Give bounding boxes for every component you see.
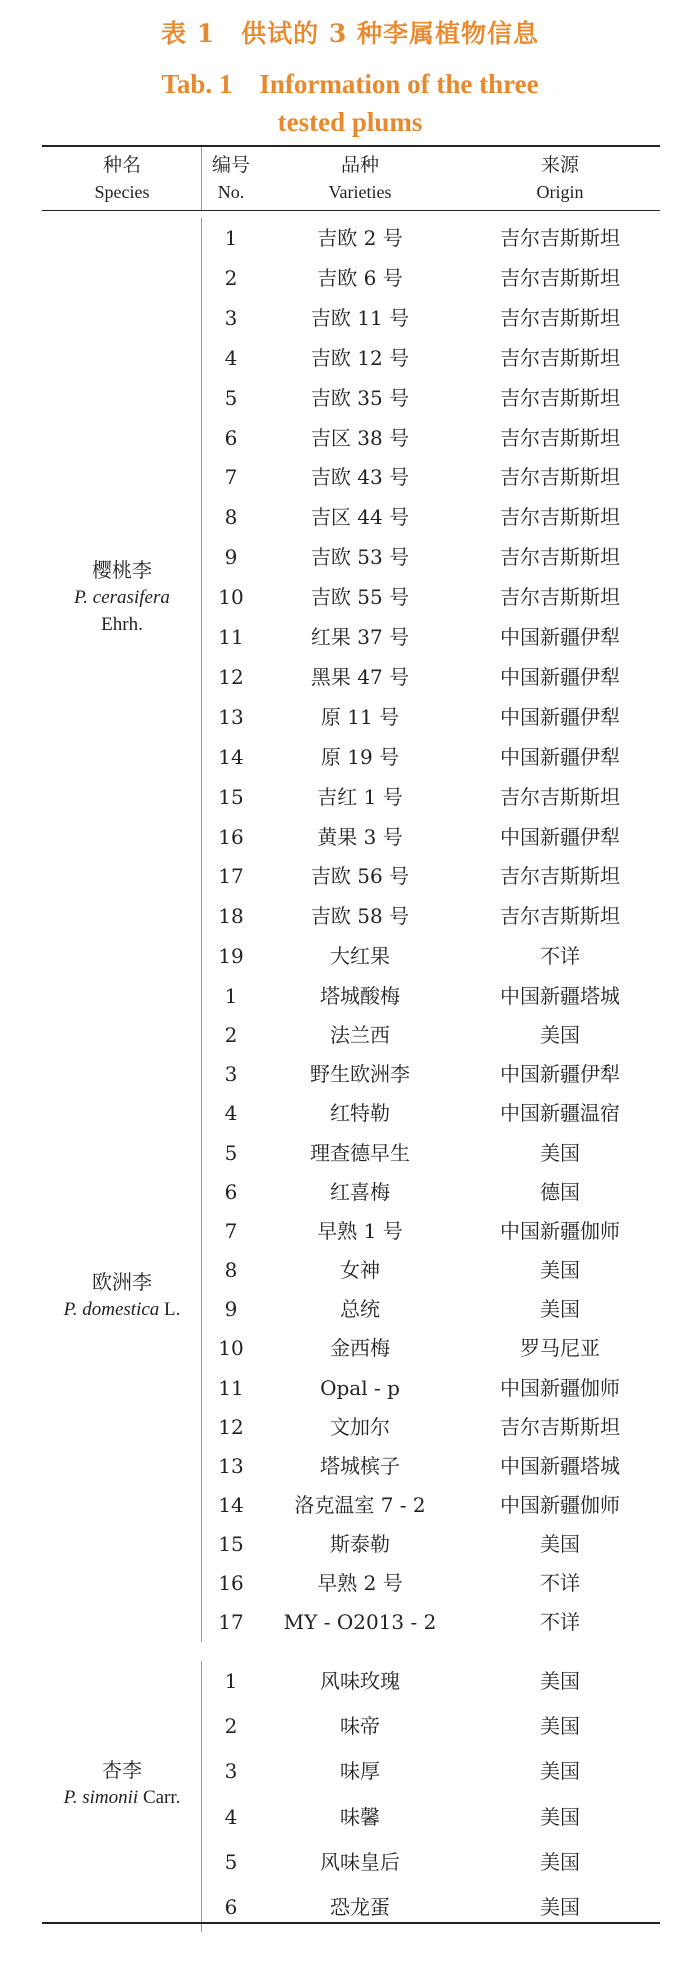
cell-variety: 吉欧 11 号 — [310, 305, 410, 330]
species-name-latin — [42, 1296, 202, 1323]
header-species-en: Species — [94, 182, 150, 202]
cell-no: 3 — [224, 1062, 238, 1087]
cell-variety: 味厚 — [340, 1759, 380, 1784]
species-name-latin-genus: P. simonii — [63, 1786, 139, 1808]
cell-origin: 吉尔吉斯斯坦 — [500, 265, 620, 290]
cell-origin: 中国新疆伊犁 — [500, 744, 620, 769]
cell-no: 12 — [218, 1414, 244, 1439]
cell-no: 2 — [224, 1714, 238, 1739]
cell-variety: 大红果 — [330, 944, 390, 969]
cell-origin: 吉尔吉斯斯坦 — [500, 904, 620, 929]
cell-origin: 美国 — [540, 1669, 580, 1693]
cell-origin: 德国 — [540, 1179, 580, 1204]
cell-no: 9 — [224, 545, 238, 570]
cell-origin: 中国新疆伊犁 — [500, 704, 620, 729]
cell-no: 7 — [224, 1218, 238, 1243]
header-origin-en: Origin — [536, 182, 584, 202]
header-no-en: No. — [217, 182, 245, 202]
header-variety-en: Varieties — [328, 182, 392, 202]
cell-origin: 中国新疆伽师 — [500, 1492, 620, 1517]
cell-origin: 吉尔吉斯斯坦 — [500, 1414, 620, 1439]
cell-origin: 美国 — [540, 1759, 580, 1784]
cell-origin: 吉尔吉斯斯坦 — [500, 226, 620, 250]
cell-origin: 中国新疆伽师 — [500, 1218, 620, 1243]
species-name-latin-author: Ehrh. — [101, 614, 143, 636]
cell-variety: 斯泰勒 — [330, 1532, 390, 1557]
cell-origin: 吉尔吉斯斯坦 — [500, 345, 620, 370]
cell-variety: 吉区 44 号 — [310, 505, 410, 530]
cell-no: 3 — [224, 1759, 238, 1784]
cell-variety: 红喜梅 — [330, 1179, 390, 1204]
cell-variety: 文加尔 — [330, 1414, 390, 1439]
cell-origin: 中国新疆伊犁 — [500, 664, 620, 689]
cell-variety: 吉欧 12 号 — [310, 345, 410, 370]
cell-origin: 吉尔吉斯斯坦 — [500, 864, 620, 889]
cell-variety: 法兰西 — [330, 1023, 390, 1048]
cell-variety: 味帝 — [340, 1714, 380, 1739]
cell-origin: 吉尔吉斯斯坦 — [500, 585, 620, 610]
cell-variety: 总统 — [340, 1297, 380, 1322]
cell-no: 4 — [224, 1804, 238, 1829]
cell-origin: 吉尔吉斯斯坦 — [500, 505, 620, 530]
cell-no: 5 — [224, 1849, 238, 1874]
cell-variety: 吉欧 6 号 — [317, 265, 403, 290]
species-label — [42, 1269, 202, 1323]
cell-variety: 风味皇后 — [320, 1849, 400, 1874]
species-name-latin-genus: P. domestica — [63, 1298, 160, 1320]
cell-origin: 美国 — [540, 1895, 580, 1919]
cell-no: 1 — [224, 984, 238, 1008]
header-origin-cn: 来源 — [540, 154, 579, 176]
species-name-latin-author: Carr. — [142, 1786, 181, 1808]
cell-origin: 中国新疆伊犁 — [500, 824, 620, 849]
cell-origin: 中国新疆塔城 — [500, 984, 620, 1008]
cell-no: 14 — [218, 744, 244, 769]
cell-origin: 吉尔吉斯斯坦 — [500, 385, 620, 410]
cell-origin: 美国 — [540, 1297, 580, 1322]
species-name-latin-author: L. — [164, 1298, 181, 1320]
cell-variety: 塔城槟子 — [320, 1453, 400, 1478]
species-name-cn: 欧洲李 — [92, 1269, 152, 1294]
cell-origin: 美国 — [540, 1140, 580, 1165]
cell-variety: 金西梅 — [330, 1336, 390, 1361]
cell-origin: 美国 — [540, 1714, 580, 1739]
bottom-rule — [42, 1922, 660, 1924]
cell-origin: 美国 — [540, 1804, 580, 1829]
cell-no: 11 — [218, 625, 244, 649]
cell-variety: MY - O2013 - 2 — [283, 1610, 437, 1635]
cell-origin: 不详 — [540, 944, 580, 969]
cell-variety: 吉欧 58 号 — [310, 904, 410, 929]
cell-variety: 吉欧 53 号 — [310, 545, 410, 570]
cell-variety: 红特勒 — [330, 1101, 390, 1126]
species-name-latin — [42, 584, 202, 611]
header-species-cn: 种名 — [102, 154, 141, 176]
cell-origin: 吉尔吉斯斯坦 — [500, 784, 620, 809]
cell-variety: 塔城酸梅 — [320, 984, 400, 1008]
species-name-cn: 樱桃李 — [92, 558, 152, 583]
cell-no: 13 — [218, 704, 244, 729]
cell-no: 18 — [218, 904, 244, 929]
cell-variety: 黄果 3 号 — [317, 824, 403, 849]
cell-no: 10 — [218, 585, 244, 610]
cell-no: 19 — [218, 944, 244, 969]
cell-origin: 美国 — [540, 1023, 580, 1048]
cell-no: 9 — [224, 1297, 238, 1322]
cell-no: 2 — [224, 265, 238, 290]
cell-variety: 黑果 47 号 — [310, 664, 410, 689]
cell-origin: 中国新疆伊犁 — [500, 1062, 620, 1087]
header-variety-cn: 品种 — [340, 154, 379, 176]
cell-no: 8 — [224, 505, 238, 530]
cell-variety: 吉欧 55 号 — [310, 585, 410, 610]
cell-no: 3 — [224, 305, 238, 330]
cell-variety: 吉欧 43 号 — [310, 465, 410, 490]
cell-no: 8 — [224, 1258, 238, 1283]
cell-origin: 中国新疆伽师 — [500, 1375, 620, 1400]
cell-variety: 红果 37 号 — [310, 625, 410, 649]
cell-no: 4 — [224, 1101, 238, 1126]
cell-no: 17 — [218, 864, 244, 889]
cell-no: 6 — [224, 1179, 238, 1204]
cell-origin: 吉尔吉斯斯坦 — [500, 425, 620, 450]
cell-variety: 吉区 38 号 — [310, 425, 410, 450]
cell-variety: 吉欧 35 号 — [310, 385, 410, 410]
cell-variety: 恐龙蛋 — [330, 1895, 390, 1919]
cell-variety: 原 19 号 — [320, 744, 400, 769]
species-name-latin — [42, 1784, 202, 1811]
cell-variety: 吉欧 2 号 — [317, 226, 403, 250]
cell-variety: 风味玫瑰 — [320, 1669, 400, 1693]
cell-origin: 中国新疆伊犁 — [500, 625, 620, 649]
cell-variety: 理查德早生 — [310, 1140, 410, 1165]
cell-no: 6 — [224, 425, 238, 450]
cell-no: 7 — [224, 465, 238, 490]
cell-origin: 美国 — [540, 1532, 580, 1557]
cell-origin: 中国新疆温宿 — [500, 1101, 620, 1126]
cell-no: 13 — [218, 1453, 244, 1478]
cell-variety: 女神 — [340, 1258, 380, 1283]
cell-variety: Opal - p — [320, 1375, 400, 1400]
cell-no: 14 — [218, 1492, 244, 1517]
species-name-cn: 杏李 — [102, 1757, 142, 1782]
cell-origin: 中国新疆塔城 — [500, 1453, 620, 1478]
species-label — [42, 557, 202, 638]
cell-origin: 吉尔吉斯斯坦 — [500, 545, 620, 570]
cell-origin: 不详 — [540, 1571, 580, 1596]
cell-no: 5 — [224, 385, 238, 410]
cell-no: 16 — [218, 824, 244, 849]
cell-no: 6 — [224, 1895, 238, 1919]
cell-origin: 吉尔吉斯斯坦 — [500, 305, 620, 330]
cell-origin: 美国 — [540, 1258, 580, 1283]
cell-no: 2 — [224, 1023, 238, 1048]
cell-variety: 味馨 — [340, 1804, 380, 1829]
cell-no: 16 — [218, 1571, 244, 1596]
cell-no: 1 — [224, 226, 238, 250]
table-title-en-line1: Tab. 1 Information of the three — [161, 69, 539, 99]
cell-no: 15 — [218, 1532, 244, 1557]
cell-origin: 不详 — [540, 1610, 580, 1635]
cell-variety: 早熟 2 号 — [317, 1571, 403, 1596]
cell-no: 5 — [224, 1140, 238, 1165]
cell-no: 11 — [218, 1375, 244, 1400]
cell-variety: 洛克温室 7 - 2 — [294, 1492, 426, 1517]
cell-origin: 美国 — [540, 1849, 580, 1874]
species-name-latin-genus: P. cerasifera — [74, 587, 170, 609]
cell-origin: 吉尔吉斯斯坦 — [500, 465, 620, 490]
cell-variety: 原 11 号 — [320, 704, 400, 729]
cell-origin: 罗马尼亚 — [520, 1336, 600, 1361]
species-author-line — [42, 611, 202, 638]
header-no-cn: 编号 — [211, 154, 250, 176]
cell-no: 12 — [218, 664, 244, 689]
cell-variety: 吉欧 56 号 — [310, 864, 410, 889]
cell-variety: 早熟 1 号 — [317, 1218, 403, 1243]
cell-no: 1 — [224, 1669, 238, 1693]
cell-no: 4 — [224, 345, 238, 370]
table-title-cn: 表 1 供试的 3 种李属植物信息 — [161, 19, 539, 48]
cell-no: 10 — [218, 1336, 244, 1361]
cell-variety: 吉红 1 号 — [317, 784, 403, 809]
cell-no: 17 — [218, 1610, 244, 1635]
species-label — [42, 1757, 202, 1811]
table-title-en-line2: tested plums — [277, 107, 423, 137]
cell-variety: 野生欧洲李 — [310, 1062, 410, 1087]
cell-no: 15 — [218, 784, 244, 809]
